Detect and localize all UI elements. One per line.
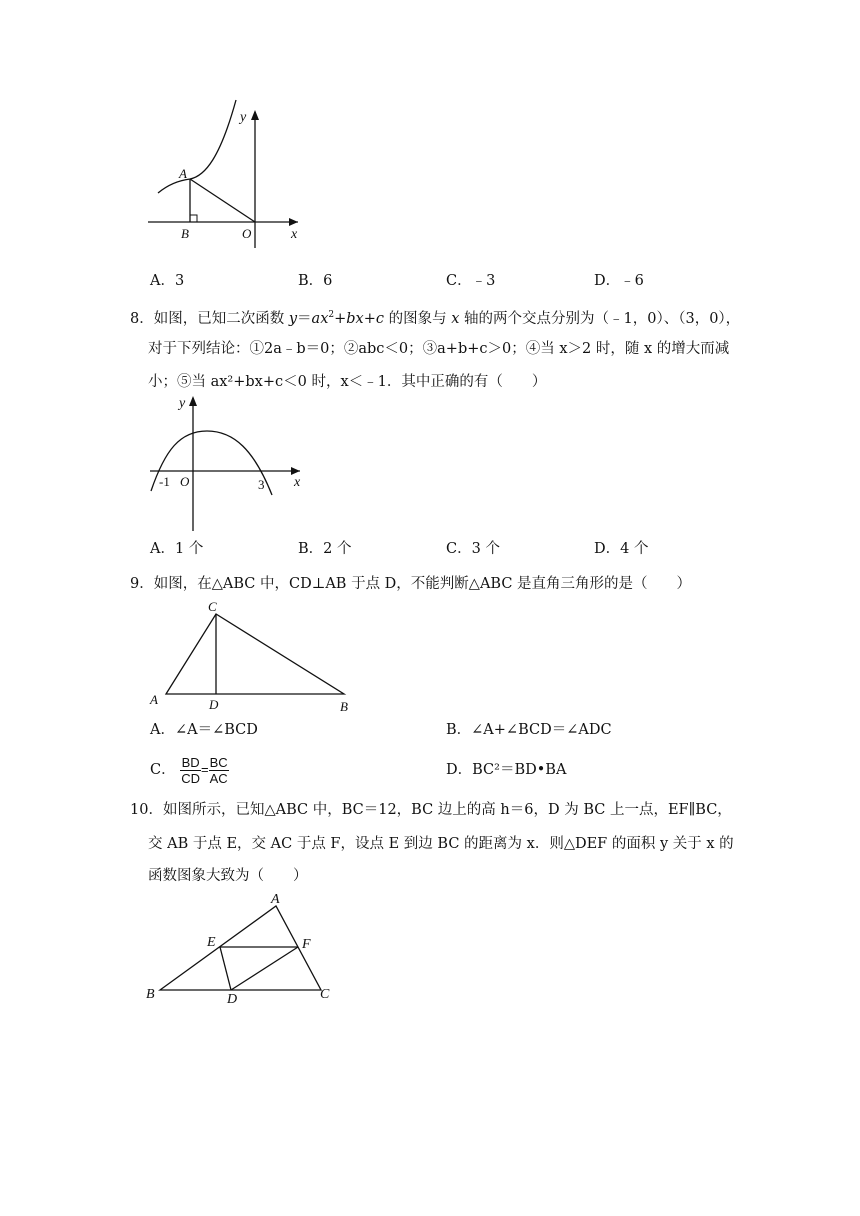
q7-option-d[interactable]: D．﹣6 [594,273,644,289]
q10-segment-ED [220,947,231,990]
q7-right-angle-mark [190,215,197,222]
q9-question: 9．如图，在△ABC 中，CD⊥AB 于点 D，不能判断△ABC 是直角三角形的是（ ） [130,576,692,592]
q10-line1: 10．如图所示，已知△ABC 中，BC＝12，BC 边上的高 h＝6，D 为 BC 上一点，EF∥BC， [130,802,732,818]
q8-line1: 8．如图，已知二次函数 $y=ax^2+bx+c$ 的图象与 x 轴的两个交点分别为（﹣1，0）、（3，0）， [130,310,741,327]
q9-label-B: B [340,699,348,714]
q9-fraction-1: $\frac{BD}{CD}$ [181,754,200,786]
q7-graph [140,100,310,250]
q7-label-O: O [242,226,252,241]
q8-label-x: x [294,475,301,490]
q8-label-3: 3 [258,477,265,492]
q10-label-D: D [227,992,238,1007]
q10-line2: 交 AB 于点 E，交 AC 于点 F，设点 E 到边 BC 的距离为 x．则△DEF 的面积 y 关于 x 的 [148,836,734,852]
q9-label-D: D [209,697,219,712]
q8-graph [140,392,310,534]
q8-line3: 小；⑤当 ax²+bx+c＜0 时，x＜﹣1．其中正确的有（ ） [148,374,547,390]
q7-option-a[interactable]: A．3 [150,273,185,289]
q9-graph [145,596,360,714]
q8-line2: 对于下列结论：①2a﹣b＝0；②abc＜0；③a+b+c＞0；④当 x＞2 时，随 x 的增大而减 [148,341,730,357]
q7-y-arrow [251,110,259,120]
q7-segment-AO [190,179,255,222]
q7-x-arrow [289,218,298,226]
q8-option-c[interactable]: C．3 个 [446,541,500,557]
q8-option-b[interactable]: B．2 个 [298,541,352,557]
q9-option-a[interactable]: A．∠A＝∠BCD [150,722,258,738]
q7-label-x: x [291,227,298,242]
q7-label-A: A [179,166,187,181]
q10-label-F: F [302,937,311,952]
q8-option-d[interactable]: D．4 个 [594,541,649,557]
q9-fraction-2: $\frac{BC}{AC}$ [209,754,228,786]
q8-label-minus1: -1 [159,474,170,489]
q9-option-b[interactable]: B．∠A+∠BCD＝∠ADC [446,722,612,738]
q7-label-y: y [240,110,247,125]
q7-option-c[interactable]: C．﹣3 [446,273,496,289]
q10-label-E: E [207,935,216,950]
q10-segment-DF [231,947,298,990]
q10-graph [140,890,340,1008]
q7-label-B: B [181,226,189,241]
q9-option-c[interactable]: C． $\frac{BD}{CD}$ = $\frac{BC}{AC}$ [150,754,228,786]
q8-y-arrow [189,396,197,406]
q7-curve [158,100,236,193]
q8-label-O: O [180,474,190,489]
q8-x-arrow [291,467,300,475]
q10-line3: 函数图象大致为（ ） [148,868,308,884]
q10-label-B: B [146,987,155,1002]
q10-label-C: C [320,987,330,1002]
q9-triangle-ABC [166,614,344,694]
q9-label-A: A [150,692,158,707]
q8-option-a[interactable]: A．1 个 [150,541,204,557]
q9-label-C: C [208,599,217,614]
q8-label-y: y [179,396,186,411]
q10-label-A: A [271,892,280,907]
q9-option-d[interactable]: D．BC²＝BD•BA [446,762,567,778]
q7-option-b[interactable]: B．6 [298,273,333,289]
